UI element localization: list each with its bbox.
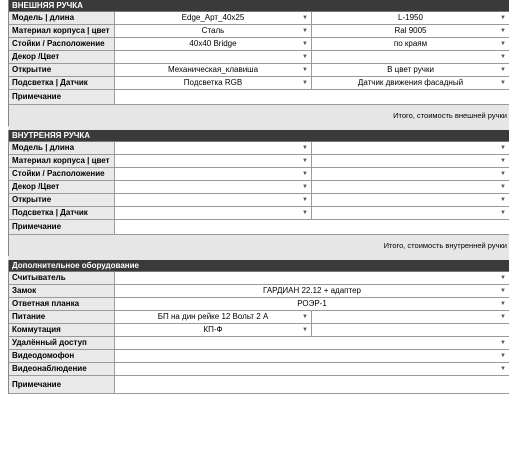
field-row (9, 194, 509, 207)
field-label: Стойки / Расположение (9, 168, 115, 180)
secondary-select[interactable] (312, 12, 509, 24)
switch-label: Коммутация (9, 324, 115, 336)
chevron-down-icon: ▼ (302, 197, 308, 203)
chevron-down-icon: ▼ (302, 145, 308, 151)
chevron-down-icon: ▼ (500, 158, 506, 164)
chevron-down-icon: ▼ (302, 210, 308, 216)
chevron-down-icon: ▼ (500, 301, 506, 307)
additional-equipment-section (8, 260, 509, 394)
external-total: Итого, стоимость внешней ручки (9, 105, 509, 126)
field-label: Материал корпуса | цвет (9, 25, 115, 37)
field-row (9, 25, 509, 38)
primary-select[interactable] (115, 168, 312, 180)
remote-select[interactable] (115, 337, 509, 349)
field-row (9, 51, 509, 64)
order-sheet (8, 0, 509, 394)
primary-select[interactable] (115, 207, 312, 219)
lock-value: ГАРДИАН 22.12 + адаптер (263, 286, 361, 295)
intercom-label: Видеодомофон (9, 350, 115, 362)
field-label: Материал корпуса | цвет (9, 155, 115, 167)
chevron-down-icon: ▼ (500, 54, 506, 60)
primary-select[interactable] (115, 181, 312, 193)
chevron-down-icon: ▼ (500, 275, 506, 281)
chevron-down-icon: ▼ (500, 210, 506, 216)
field-row (9, 168, 509, 181)
primary-select[interactable] (115, 142, 312, 154)
note-field[interactable] (115, 376, 509, 393)
secondary-select[interactable] (312, 51, 509, 63)
switch-value: КП-Ф (203, 325, 223, 334)
field-label: Декор /Цвет (9, 51, 115, 63)
section-title: ВНУТРЕНЯЯ РУЧКА (9, 130, 509, 142)
chevron-down-icon: ▼ (302, 54, 308, 60)
chevron-down-icon: ▼ (500, 197, 506, 203)
remote-label: Удалённый доступ (9, 337, 115, 349)
select-value: по краям (393, 39, 428, 48)
internal-total: Итого, стоимость внутренней ручки (9, 235, 509, 256)
select-value: Механическая_клавиша (167, 65, 259, 74)
field-label: Подсветка | Датчик (9, 207, 115, 219)
note-row (9, 90, 509, 105)
chevron-down-icon: ▼ (500, 340, 506, 346)
lock-label: Замок (9, 285, 115, 297)
secondary-select[interactable] (312, 207, 509, 219)
switch-select[interactable] (115, 324, 312, 336)
field-label: Открытие (9, 64, 115, 76)
field-label: Стойки / Расположение (9, 38, 115, 50)
note-label: Примечание (9, 90, 115, 104)
section-title: ВНЕШНЯЯ РУЧКА (9, 0, 509, 12)
chevron-down-icon: ▼ (302, 184, 308, 190)
select-value: 40х40 Bridge (189, 39, 237, 48)
strike-select[interactable] (115, 298, 509, 310)
primary-select[interactable] (115, 12, 312, 24)
field-label: Открытие (9, 194, 115, 206)
secondary-select[interactable] (312, 25, 509, 37)
primary-select[interactable] (115, 64, 312, 76)
note-label: Примечание (9, 376, 115, 393)
note-row (9, 220, 509, 235)
lock-row (9, 285, 509, 298)
primary-select[interactable] (115, 38, 312, 50)
select-value: Сталь (201, 26, 225, 35)
select-value: В цвет ручки (387, 65, 434, 74)
chevron-down-icon: ▼ (500, 145, 506, 151)
chevron-down-icon: ▼ (500, 314, 506, 320)
field-label: Модель | длина (9, 142, 115, 154)
primary-select[interactable] (115, 77, 312, 89)
chevron-down-icon: ▼ (500, 41, 506, 47)
cctv-label: Видеонаблюдение (9, 363, 115, 375)
chevron-down-icon: ▼ (500, 288, 506, 294)
external-handle-section (8, 0, 509, 126)
chevron-down-icon: ▼ (500, 80, 506, 86)
chevron-down-icon: ▼ (500, 15, 506, 21)
secondary-select[interactable] (312, 168, 509, 180)
cctv-row (9, 363, 509, 376)
field-row (9, 12, 509, 25)
remote-row (9, 337, 509, 350)
chevron-down-icon: ▼ (500, 28, 506, 34)
field-row (9, 181, 509, 194)
secondary-select[interactable] (312, 142, 509, 154)
intercom-select[interactable] (115, 350, 509, 362)
reader-row (9, 272, 509, 285)
primary-select[interactable] (115, 25, 312, 37)
chevron-down-icon: ▼ (302, 158, 308, 164)
switch-row (9, 324, 509, 337)
note-field[interactable] (115, 90, 509, 104)
chevron-down-icon: ▼ (500, 353, 506, 359)
primary-select[interactable] (115, 155, 312, 167)
chevron-down-icon: ▼ (302, 41, 308, 47)
switch-empty-cell (312, 324, 509, 336)
chevron-down-icon: ▼ (302, 80, 308, 86)
select-value: Ral 9005 (394, 26, 427, 35)
secondary-select[interactable] (312, 64, 509, 76)
secondary-select[interactable] (312, 38, 509, 50)
reader-label: Считыватель (9, 272, 115, 284)
secondary-select[interactable] (312, 77, 509, 89)
note-label: Примечание (9, 220, 115, 234)
strike-row (9, 298, 509, 311)
chevron-down-icon: ▼ (302, 28, 308, 34)
chevron-down-icon: ▼ (302, 327, 308, 333)
chevron-down-icon: ▼ (500, 171, 506, 177)
power-row (9, 311, 509, 324)
note-field[interactable] (115, 220, 509, 234)
cctv-select[interactable] (115, 363, 509, 375)
secondary-select[interactable] (312, 194, 509, 206)
chevron-down-icon: ▼ (500, 366, 506, 372)
chevron-down-icon: ▼ (302, 15, 308, 21)
field-label: Подсветка | Датчик (9, 77, 115, 89)
chevron-down-icon: ▼ (302, 171, 308, 177)
power-extra-select[interactable] (312, 311, 509, 323)
internal-handle-section (8, 130, 509, 256)
field-row (9, 155, 509, 168)
strike-value: РОЭР-1 (297, 299, 327, 308)
primary-select[interactable] (115, 51, 312, 63)
power-value: БП на дин рейке 12 Вольт 2 А (157, 312, 269, 321)
power-label: Питание (9, 311, 115, 323)
secondary-select[interactable] (312, 155, 509, 167)
section-title: Дополнительное оборудование (9, 260, 509, 272)
select-value: Edge_Арт_40х25 (181, 13, 245, 22)
field-label: Модель | длина (9, 12, 115, 24)
reader-select[interactable] (115, 272, 509, 284)
note-row (9, 376, 509, 394)
field-label: Декор /Цвет (9, 181, 115, 193)
field-row (9, 38, 509, 51)
select-value: Датчик движения фасадный (357, 78, 464, 87)
field-row (9, 77, 509, 90)
strike-label: Ответная планка (9, 298, 115, 310)
field-row (9, 142, 509, 155)
chevron-down-icon: ▼ (500, 184, 506, 190)
intercom-row (9, 350, 509, 363)
chevron-down-icon: ▼ (302, 67, 308, 73)
lock-select[interactable] (115, 285, 509, 297)
field-row (9, 207, 509, 220)
power-select[interactable] (115, 311, 312, 323)
chevron-down-icon: ▼ (500, 67, 506, 73)
primary-select[interactable] (115, 194, 312, 206)
chevron-down-icon: ▼ (302, 314, 308, 320)
select-value: Подсветка RGB (183, 78, 243, 87)
secondary-select[interactable] (312, 181, 509, 193)
select-value: L-1950 (398, 13, 423, 22)
field-row (9, 64, 509, 77)
